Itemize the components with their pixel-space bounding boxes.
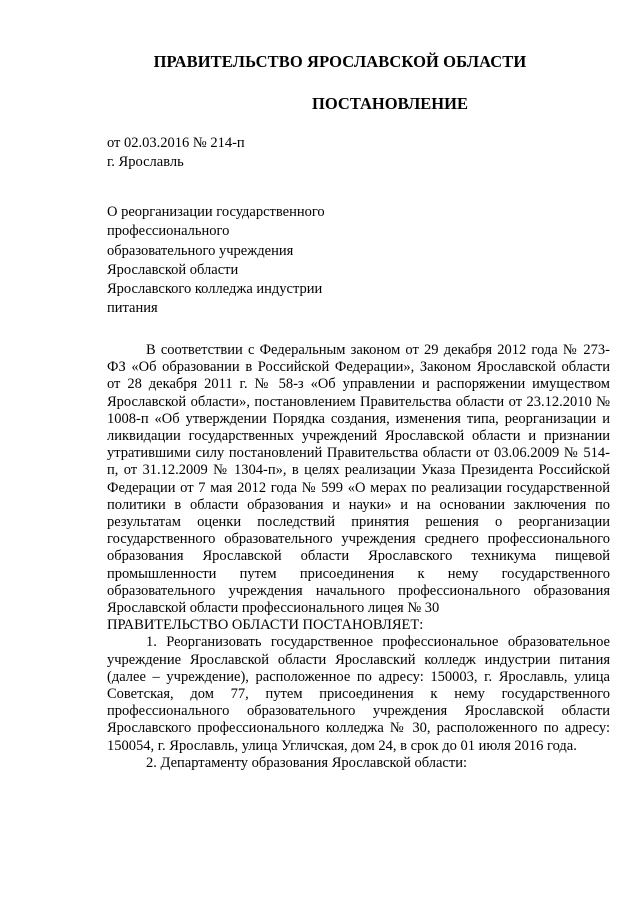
subject-line: образовательного учреждения xyxy=(107,242,294,259)
government-title: ПРАВИТЕЛЬСТВО ЯРОСЛАВСКОЙ ОБЛАСТИ xyxy=(153,52,527,71)
place: г. Ярославль xyxy=(107,154,184,170)
preamble-paragraph: В соответствии с Федеральным законом от 29 декабря 2012 года № 273-ФЗ «Об образовании в Российской Федерации», Законом Ярославской области от 28 декабря 2011 г. № 58-з «Об управлении и распоряжении имуществом Ярославской области», постановлением Правительства области от 23.12.2010 № 1008-п «Об утверждении Порядка создания, изменения типа, реорганизации и ликвидации государственных учреждений Ярославской области и признании утратившими силу постановлений Правительства области от 03.06.2009 № 514-п, от 31.12.2009 № 1304-п», в целях реализации Указа Президента Российской Федерации от 7 мая 2012 года № 599 «О мерах по реализации государственной политики в области образования и науки» и на основании заключения по результатам оценки последствий принятия решения о реорганизации государственного образовательного учреждения среднего профессионального образования Ярославской области Ярославского техникума пищевой промышленности путем присоединения к нему государственного образовательного учреждения начального профессионального образования Ярославской области профессионального лицея № 30 xyxy=(107,342,610,617)
document-meta xyxy=(107,134,245,172)
document-body xyxy=(107,342,610,772)
document-subject xyxy=(107,203,325,319)
document-type: ПОСТАНОВЛЕНИЕ xyxy=(312,94,468,113)
item-2-paragraph: 2. Департаменту образования Ярославской области: xyxy=(146,754,467,771)
subject-line: О реорганизации государственного xyxy=(107,204,325,220)
subject-line: Ярославской области xyxy=(107,261,239,278)
date-number: от 02.03.2016 № 214-п xyxy=(107,135,245,151)
item-1-paragraph: 1. Реорганизовать государственное профессиональное образовательное учреждение Ярославской области Ярославский колледж индустрии питания (далее – учреждение), расположенное по адресу: 150003, г. Ярославль, улица Советская, дом 77, путем присоединения к нему государственного профессионального образовательного учреждения Ярославской области Ярославского профессионального колледжа № 30, расположенного по адресу: 150054, г. Ярославль, улица Угличская, дом 24, в срок до 01 июля 2016 года. xyxy=(107,634,610,754)
subject-line: Ярославского колледжа индустрии xyxy=(107,281,323,298)
subject-line: питания xyxy=(107,300,158,317)
resolution-heading: ПРАВИТЕЛЬСТВО ОБЛАСТИ ПОСТАНОВЛЯЕТ: xyxy=(107,617,424,634)
subject-line: профессионального xyxy=(107,223,230,240)
